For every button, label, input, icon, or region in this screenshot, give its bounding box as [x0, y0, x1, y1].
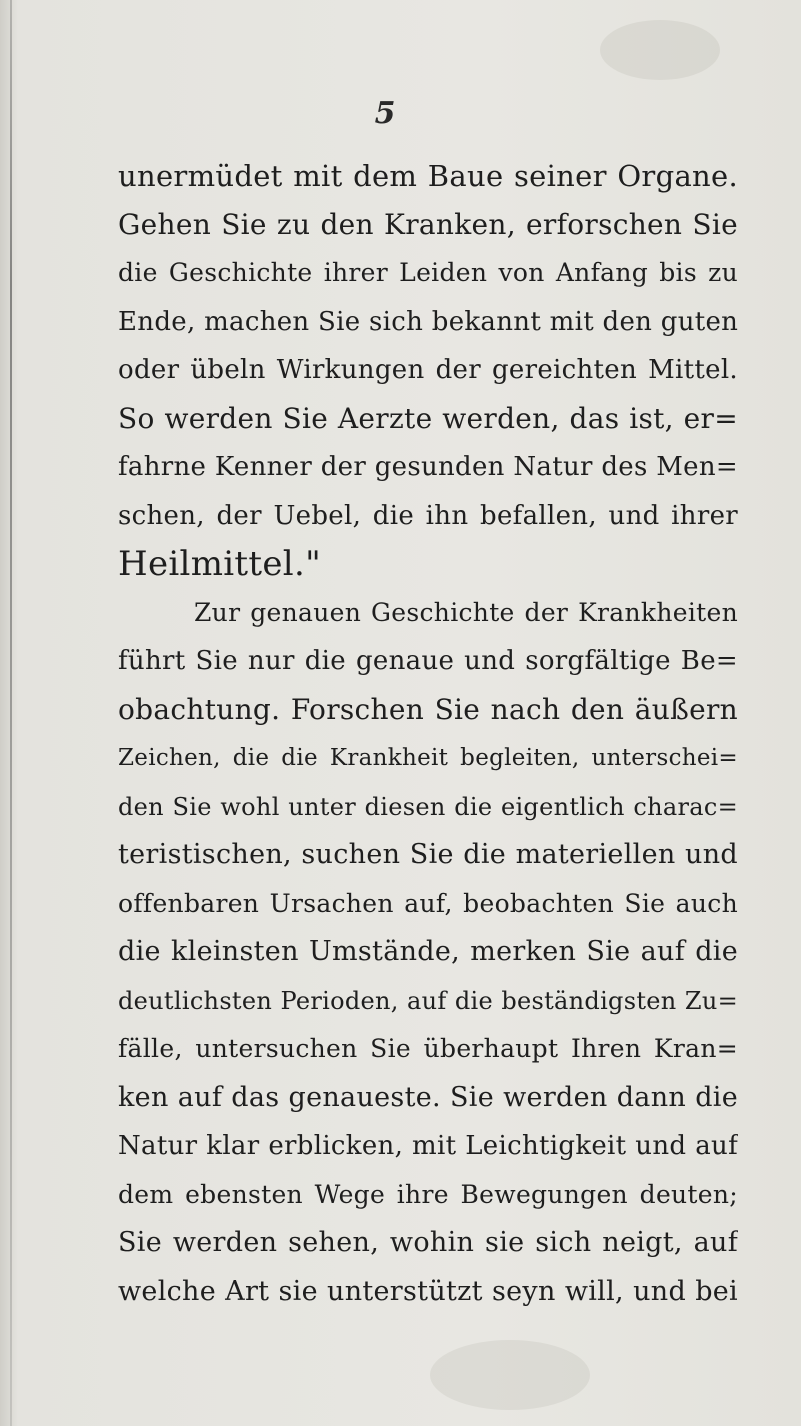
text-line: Gehen Sie zu den Kranken, erforschen Sie: [118, 207, 738, 241]
text-line: Sie werden sehen, wohin sie sich neigt, auf: [118, 1227, 738, 1258]
page-number: 5: [374, 96, 396, 131]
text-line: Heilmittel.": [118, 544, 322, 584]
paper-stain: [430, 1340, 590, 1410]
text-line: offenbaren Ursachen auf, beobachten Sie auch: [118, 888, 738, 918]
text-line: teristischen, suchen Sie die materiellen und: [118, 839, 738, 870]
text-line: So werden Sie Aerzte werden, das ist, er=: [118, 401, 738, 435]
text-line: Zur genauen Geschichte der Krankheiten: [194, 597, 738, 627]
text-line: ken auf das genaueste. Sie werden dann die: [118, 1081, 738, 1113]
text-line: oder übeln Wirkungen der gereichten Mittel.: [118, 355, 738, 385]
text-line: fälle, untersuchen Sie überhaupt Ihren Kran=: [118, 1034, 738, 1063]
paragraph: [118, 589, 738, 1317]
text-line: Natur klar erblicken, mit Leichtigkeit und auf: [118, 1131, 738, 1161]
text-line: schen, der Uebel, die ihn befallen, und ihrer: [118, 500, 738, 531]
page-fold-shadow: [10, 0, 12, 1426]
text-line: Ende, machen Sie sich bekannt mit den guten: [118, 306, 738, 337]
text-line: führt Sie nur die genaue und sorgfältige Be=: [118, 646, 738, 676]
text-line: obachtung. Forschen Sie nach den äußern: [118, 692, 738, 726]
text-line: den Sie wohl unter diesen die eigentlich charac=: [118, 792, 738, 821]
paper-stain: [600, 20, 720, 80]
paragraph: [118, 152, 738, 589]
text-line: welche Art sie unterstützt seyn will, und bei: [118, 1275, 738, 1307]
text-line: fahrne Kenner der gesunden Natur des Men=: [118, 452, 738, 482]
text-line: Zeichen, die die Krankheit begleiten, unterschei=: [118, 745, 738, 771]
text-line: deutlichsten Perioden, auf die beständigsten Zu=: [118, 986, 738, 1015]
text-line: die Geschichte ihrer Leiden von Anfang bis zu: [118, 258, 738, 287]
text-line: unermüdet mit dem Baue seiner Organe.: [118, 159, 738, 193]
text-line: die kleinsten Umstände, merken Sie auf die: [118, 936, 738, 967]
text-line: dem ebensten Wege ihre Bewegungen deuten;: [118, 1179, 738, 1209]
body-text: [118, 152, 738, 1316]
